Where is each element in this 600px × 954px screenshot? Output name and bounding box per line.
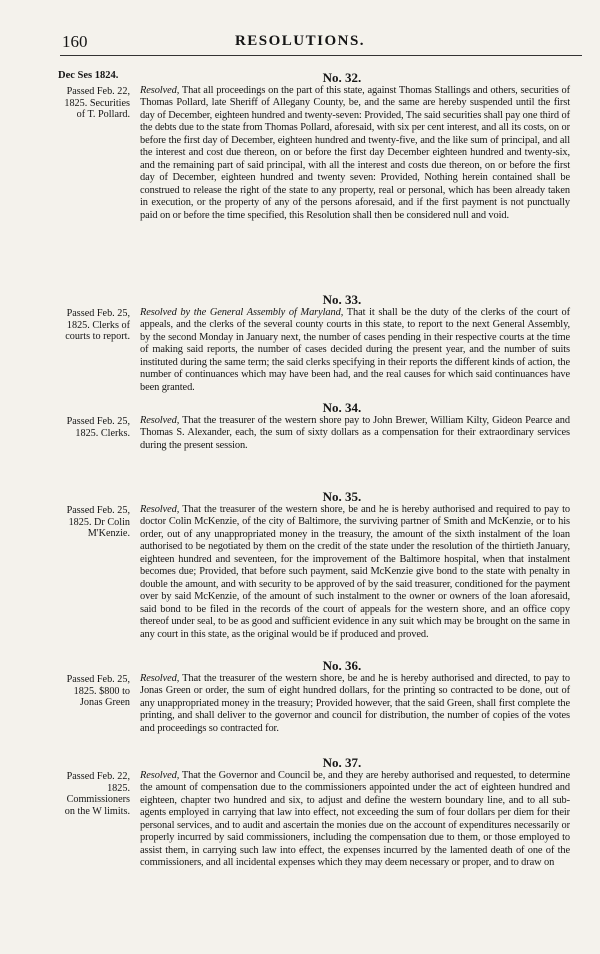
resolution-text <box>140 415 570 452</box>
resolution-text <box>140 673 570 735</box>
margin-note: Passed Feb. 25, 1825. $800 to Jonas Green <box>66 674 130 709</box>
resolution-body: That the treasurer of the western shore, be and he is hereby authorised and required to pay to doctor Colin McKenzie, of the city of Baltimore, the surviving partner of Smith and McKenzie, or to his order, out of any unappropriated money in the treasury, the amount of the sixth instalment of the loan authorised to be negotiated by them on the credit of the state under the resolution of the thirtieth January, eighteen hundred and seventeen, for the improvement of the Baltimore hospital, when that instalment becomes due; Provided, that before such payment, said McKenzie give bond to the state with penalty in double the amount, and with security to be approved of by the said treasurer, conditioned for the payment over by said McKenzie, of the amount of such instalment to the owner or owners of the loan aforesaid, said bond to be filed in the records of the court of appeals for the western shore, and an office copy thereof under seal, to be as good and sufficient evidence in any suit which may be brought on the same in any court in this state, as the original would be if produced and proved. <box>140 504 570 640</box>
resolution-number: No. 36. <box>322 658 362 673</box>
resolution-lead: Resolved, <box>140 85 180 96</box>
resolution-number: No. 35. <box>322 489 362 504</box>
page-number: 160 <box>62 32 88 51</box>
resolution-text <box>140 504 570 641</box>
resolution-lead: Resolved, <box>140 770 180 781</box>
resolution-32 <box>58 70 586 222</box>
resolution-lead: Resolved, <box>140 673 180 684</box>
resolution-34 <box>58 400 586 452</box>
resolution-lead: Resolved by the General Assembly of Maryland, <box>140 307 344 318</box>
resolution-number: No. 33. <box>322 292 362 307</box>
resolution-number: No. 34. <box>322 400 362 415</box>
resolution-body: That the Governor and Council be, and they are hereby authorised and requested, to determine the amount of compensation due to the commissioners appointed under the act of eighteen hundred and eighteen, chapter two hundred and six, to adjust and define the western boundary line, and to all sub-agents employed in carrying that law into effect, not exceeding the sum of four dollars per diem for their personal services, and to audit and ascertain the monies due on the account of expenditures necessarily or properly incurred by said commissioners, including the compensation due to them, or those employed to assist them, in carrying such law into effect, the expenses incurred by the lamented death of one of the commissioners, and all incidental expenses which they may deem necessary or proper, and to draw on <box>140 770 570 869</box>
resolution-body: That the treasurer of the western shore, be and he is hereby authorised and directed, to pay to Jonas Green or order, the sum of eight hundred dollars, for the printing so contracted to be done, out of any unappropriated money in the treasury; Provided however, that the said Green, shall first complete the printing, and shall deliver to the governor and council for distribution, the number of copies of the votes and proceedings so contracted for. <box>140 673 570 734</box>
margin-note: Passed Feb. 25, 1825. Clerks. <box>66 416 130 439</box>
margin-note: Passed Feb. 25, 1825. Clerks of courts to report. <box>65 308 130 343</box>
margin-note: Passed Feb. 22, 1825. Commissioners on the W limits. <box>64 771 130 817</box>
resolution-lead: Resolved, <box>140 504 180 515</box>
resolution-text <box>140 307 570 394</box>
header-rule <box>60 55 582 56</box>
session-note: Dec Ses 1824. <box>58 70 119 81</box>
resolution-text <box>140 85 570 222</box>
resolution-text <box>140 770 570 870</box>
resolution-number: No. 32. <box>322 70 362 85</box>
running-head: RESOLUTIONS. <box>234 33 366 49</box>
resolution-33 <box>58 292 586 394</box>
resolution-37 <box>58 755 586 870</box>
resolution-body: That all proceedings on the part of this state, against Thomas Stallings and others, securities of Thomas Pollard, late Sheriff of Allegany County, be, and the same are hereby suspended until the first day of December, eighteen hundred and twenty-seven: Provided, The said securities shall pay one third of the debts due to the state from Thomas Pollard, aforesaid, with six per cent interest, and all its costs, on or before the first day of December, eighteen hundred and twenty-five, and the like sum of principal, and all the interest and cost due thereon, on or before the first day December eighteen hundred and twenty-six, and the remaining part of said principal, with all the interest and costs due thereon, on or before the first day of December, eighteen hundred and twenty seven: Provided, Nothing herein contained shall be construed to release the right of the state to any property, real or personal, which has been already taken in execution, or the property of any of the persons aforesaid, and if the first payment is not punctually paid on or before the time specified, this Resolution shall then be considered null and void. <box>140 85 570 221</box>
resolution-36 <box>58 658 586 735</box>
resolution-lead: Resolved, <box>140 415 180 426</box>
resolution-body: That the treasurer of the western shore pay to John Brewer, William Kilty, Gideon Pearce and Thomas S. Alexander, each, the sum of sixty dollars as a compensation for their extraordinary services during the present session. <box>140 415 570 451</box>
margin-note: Passed Feb. 22, 1825. Securities of T. Pollard. <box>64 86 130 121</box>
resolution-35 <box>58 489 586 641</box>
resolution-body: That it shall be the duty of the clerks of the court of appeals, and the clerks of the several county courts in this state, to report to the next General Assembly, by the second Monday in January next, the number of cases pending in their respective courts at the time of making said reports, the number of cases decided during the present year, and the number of suits instituted during the same term; the said clerks specifying in their reports the different kinds of action, the number of continuances which may have been had, and the real causes for which said continuances have been granted. <box>140 307 570 393</box>
margin-note: Passed Feb. 25, 1825. Dr Colin M'Kenzie. <box>66 505 130 540</box>
resolution-number: No. 37. <box>322 755 362 770</box>
